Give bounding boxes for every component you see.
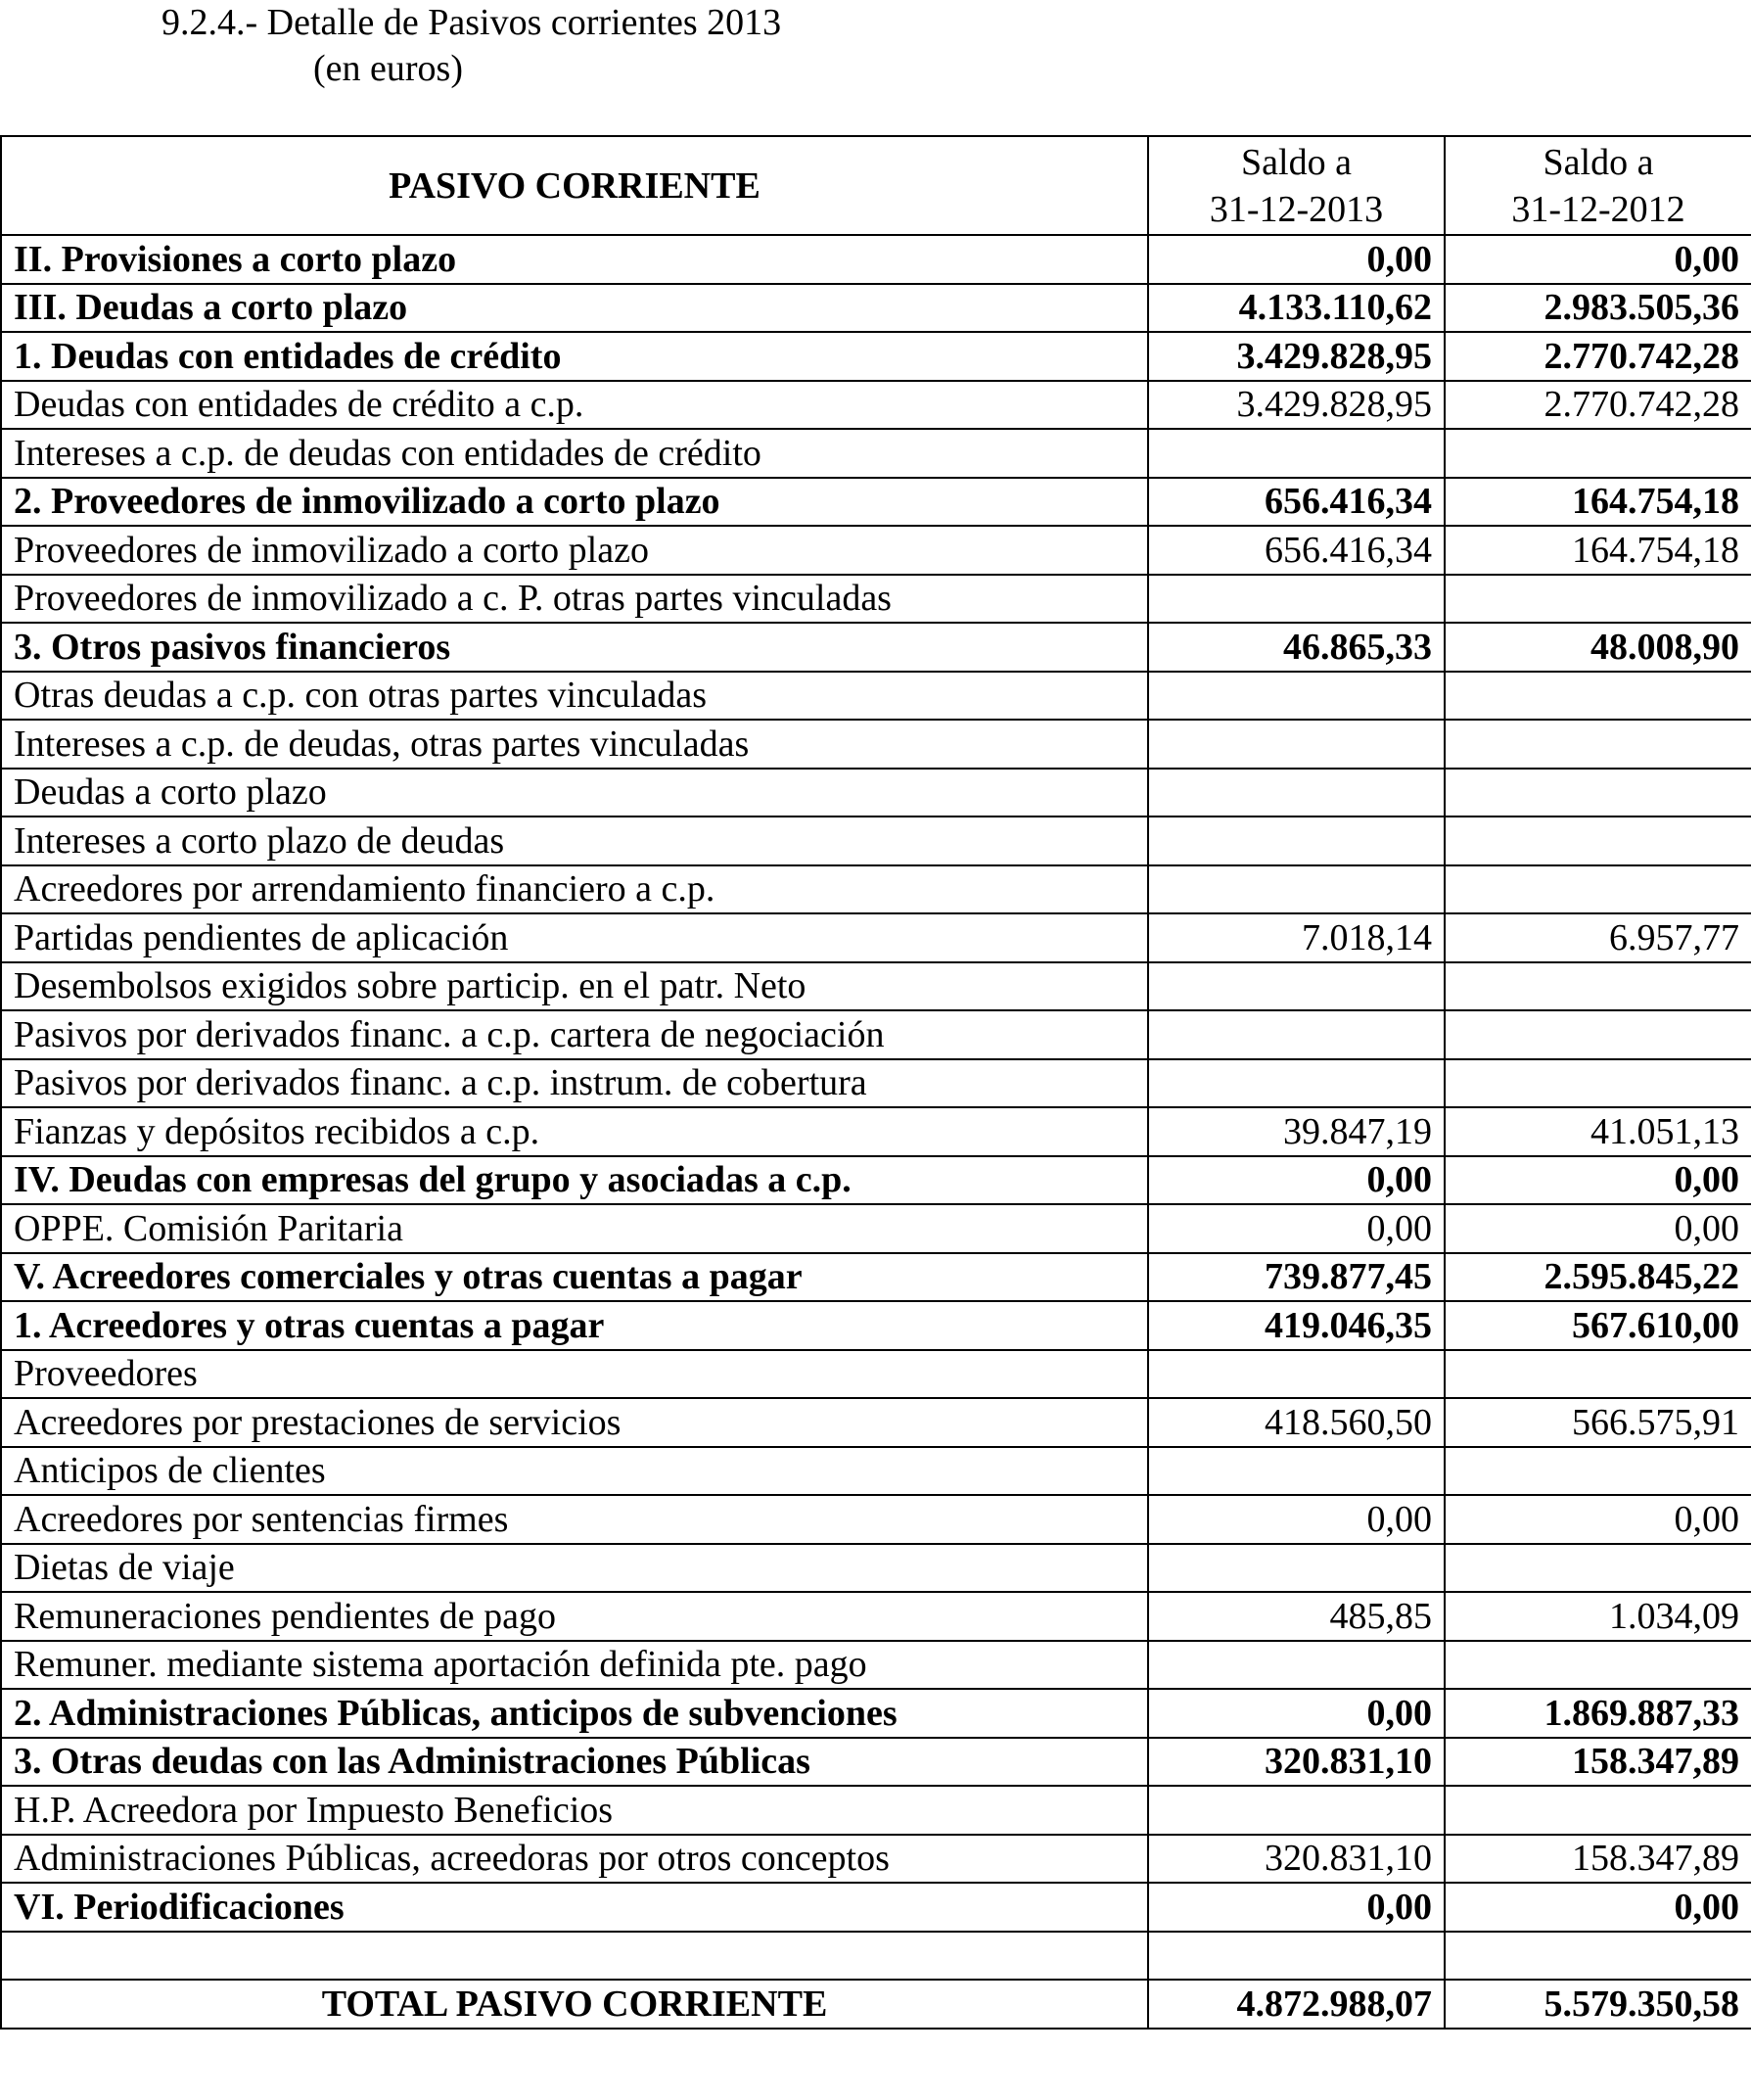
value-2012: 1.034,09: [1445, 1592, 1751, 1641]
table-row: [1, 1883, 1751, 1932]
value-2012: 2.770.742,28: [1445, 332, 1751, 381]
row-label: Deudas con entidades de crédito a c.p.: [1, 381, 1148, 430]
value-2012: 41.051,13: [1445, 1107, 1751, 1156]
value-2012: [1445, 1010, 1751, 1059]
value-2013: [1148, 769, 1445, 817]
row-label: 2. Proveedores de inmovilizado a corto plazo: [1, 478, 1148, 527]
value-2012: 2.595.845,22: [1445, 1253, 1751, 1302]
value-2013: 39.847,19: [1148, 1107, 1445, 1156]
value-2012: 0,00: [1445, 1883, 1751, 1932]
row-label: III. Deudas a corto plazo: [1, 284, 1148, 333]
value-2013: 0,00: [1148, 1495, 1445, 1544]
total-row: [1, 1980, 1751, 2029]
value-2012: [1445, 962, 1751, 1011]
value-2012: 566.575,91: [1445, 1398, 1751, 1447]
value-2012: [1445, 1786, 1751, 1835]
value-2012: [1445, 1932, 1751, 1981]
table-row: [1, 332, 1751, 381]
value-2013: [1148, 1447, 1445, 1496]
value-2012: [1445, 865, 1751, 914]
value-2013: 0,00: [1148, 1689, 1445, 1738]
table-header-row: [1, 136, 1751, 235]
row-label: Acreedores por arrendamiento financiero a c.p.: [1, 865, 1148, 914]
row-label: Pasivos por derivados financ. a c.p. cartera de negociación: [1, 1010, 1148, 1059]
row-label: Proveedores de inmovilizado a c. P. otras partes vinculadas: [1, 575, 1148, 624]
column-header-2012-line2: 31-12-2012: [1511, 188, 1685, 230]
row-label: Fianzas y depósitos recibidos a c.p.: [1, 1107, 1148, 1156]
column-header-concept: PASIVO CORRIENTE: [1, 136, 1148, 235]
value-2013: 46.865,33: [1148, 623, 1445, 672]
value-2013: [1148, 962, 1445, 1011]
value-2012: [1445, 1447, 1751, 1496]
value-2012: 0,00: [1445, 235, 1751, 284]
value-2013: 0,00: [1148, 1204, 1445, 1253]
column-header-2013: [1148, 136, 1445, 235]
row-label: Dietas de viaje: [1, 1544, 1148, 1593]
value-2013: 4.872.988,07: [1148, 1980, 1445, 2029]
row-label: 2. Administraciones Públicas, anticipos de subvenciones: [1, 1689, 1148, 1738]
value-2013: [1148, 429, 1445, 478]
table-row: [1, 1641, 1751, 1690]
table-row: [1, 1592, 1751, 1641]
value-2013: 0,00: [1148, 1156, 1445, 1205]
table-row: [1, 235, 1751, 284]
table-row: [1, 1059, 1751, 1108]
row-label: Proveedores: [1, 1350, 1148, 1399]
row-label: Administraciones Públicas, acreedoras por otros conceptos: [1, 1835, 1148, 1884]
row-label: OPPE. Comisión Paritaria: [1, 1204, 1148, 1253]
table-row: [1, 1447, 1751, 1496]
table-row: [1, 284, 1751, 333]
row-label: Intereses a corto plazo de deudas: [1, 817, 1148, 865]
table-row: [1, 381, 1751, 430]
report-title: 9.2.4.- Detalle de Pasivos corrientes 2013: [161, 2, 782, 43]
table-row: [1, 1156, 1751, 1205]
row-label: 3. Otros pasivos financieros: [1, 623, 1148, 672]
value-2012: 0,00: [1445, 1204, 1751, 1253]
value-2012: 2.770.742,28: [1445, 381, 1751, 430]
table-row: [1, 1932, 1751, 1981]
row-label: Proveedores de inmovilizado a corto plazo: [1, 526, 1148, 575]
table-row: [1, 1495, 1751, 1544]
table-row: [1, 1204, 1751, 1253]
value-2013: 418.560,50: [1148, 1398, 1445, 1447]
value-2013: 419.046,35: [1148, 1301, 1445, 1350]
value-2012: [1445, 1059, 1751, 1108]
table-row: [1, 429, 1751, 478]
value-2013: [1148, 1544, 1445, 1593]
value-2012: [1445, 769, 1751, 817]
value-2012: [1445, 1641, 1751, 1690]
table-row: [1, 913, 1751, 962]
row-label: Pasivos por derivados financ. a c.p. instrum. de cobertura: [1, 1059, 1148, 1108]
value-2013: 3.429.828,95: [1148, 381, 1445, 430]
row-label: [1, 1932, 1148, 1981]
table-row: [1, 1544, 1751, 1593]
column-header-2012-line1: Saldo a: [1543, 141, 1654, 183]
value-2013: 4.133.110,62: [1148, 284, 1445, 333]
row-label: Deudas a corto plazo: [1, 769, 1148, 817]
table-row: [1, 1786, 1751, 1835]
report-heading: [161, 0, 781, 92]
row-label: Acreedores por sentencias firmes: [1, 1495, 1148, 1544]
value-2012: [1445, 672, 1751, 721]
value-2012: 164.754,18: [1445, 478, 1751, 527]
table-row: [1, 623, 1751, 672]
table-row: [1, 962, 1751, 1011]
column-header-2013-line2: 31-12-2013: [1209, 188, 1384, 230]
value-2013: [1148, 1641, 1445, 1690]
liabilities-table: [0, 135, 1751, 2030]
row-label: VI. Periodificaciones: [1, 1883, 1148, 1932]
table-row: [1, 1301, 1751, 1350]
row-label: Otras deudas a c.p. con otras partes vinculadas: [1, 672, 1148, 721]
row-label: Anticipos de clientes: [1, 1447, 1148, 1496]
value-2013: [1148, 672, 1445, 721]
row-label: Desembolsos exigidos sobre particip. en el patr. Neto: [1, 962, 1148, 1011]
table-row: [1, 769, 1751, 817]
value-2013: 0,00: [1148, 1883, 1445, 1932]
row-label: 1. Acreedores y otras cuentas a pagar: [1, 1301, 1148, 1350]
value-2012: [1445, 817, 1751, 865]
value-2012: 6.957,77: [1445, 913, 1751, 962]
row-label: II. Provisiones a corto plazo: [1, 235, 1148, 284]
row-label: Intereses a c.p. de deudas, otras partes vinculadas: [1, 720, 1148, 769]
row-label: Intereses a c.p. de deudas con entidades de crédito: [1, 429, 1148, 478]
table-row: [1, 1010, 1751, 1059]
value-2012: 567.610,00: [1445, 1301, 1751, 1350]
table-row: [1, 1253, 1751, 1302]
value-2013: 739.877,45: [1148, 1253, 1445, 1302]
column-header-2012: [1445, 136, 1751, 235]
value-2012: 5.579.350,58: [1445, 1980, 1751, 2029]
value-2013: 0,00: [1148, 235, 1445, 284]
value-2012: [1445, 720, 1751, 769]
table-row: [1, 1107, 1751, 1156]
row-label: H.P. Acreedora por Impuesto Beneficios: [1, 1786, 1148, 1835]
value-2012: 1.869.887,33: [1445, 1689, 1751, 1738]
value-2013: 656.416,34: [1148, 526, 1445, 575]
value-2012: 48.008,90: [1445, 623, 1751, 672]
value-2013: 485,85: [1148, 1592, 1445, 1641]
value-2013: [1148, 1010, 1445, 1059]
value-2013: 320.831,10: [1148, 1835, 1445, 1884]
value-2013: [1148, 1932, 1445, 1981]
value-2012: [1445, 1544, 1751, 1593]
value-2012: [1445, 429, 1751, 478]
table-row: [1, 1738, 1751, 1787]
value-2013: [1148, 817, 1445, 865]
table-row: [1, 672, 1751, 721]
table-row: [1, 478, 1751, 527]
value-2012: [1445, 1350, 1751, 1399]
value-2012: 158.347,89: [1445, 1835, 1751, 1884]
table-row: [1, 526, 1751, 575]
row-label: Remuner. mediante sistema aportación definida pte. pago: [1, 1641, 1148, 1690]
value-2012: 2.983.505,36: [1445, 284, 1751, 333]
value-2012: 0,00: [1445, 1156, 1751, 1205]
table-row: [1, 720, 1751, 769]
row-label: Remuneraciones pendientes de pago: [1, 1592, 1148, 1641]
value-2013: 3.429.828,95: [1148, 332, 1445, 381]
value-2013: [1148, 865, 1445, 914]
row-label: V. Acreedores comerciales y otras cuentas a pagar: [1, 1253, 1148, 1302]
row-label: IV. Deudas con empresas del grupo y asociadas a c.p.: [1, 1156, 1148, 1205]
value-2013: [1148, 575, 1445, 624]
value-2013: 656.416,34: [1148, 478, 1445, 527]
table-row: [1, 1689, 1751, 1738]
value-2013: 7.018,14: [1148, 913, 1445, 962]
value-2013: [1148, 1350, 1445, 1399]
table-row: [1, 817, 1751, 865]
table-row: [1, 1350, 1751, 1399]
row-label: 1. Deudas con entidades de crédito: [1, 332, 1148, 381]
table-row: [1, 865, 1751, 914]
value-2012: 164.754,18: [1445, 526, 1751, 575]
row-label: Acreedores por prestaciones de servicios: [1, 1398, 1148, 1447]
row-label: Partidas pendientes de aplicación: [1, 913, 1148, 962]
row-label: 3. Otras deudas con las Administraciones Públicas: [1, 1738, 1148, 1787]
table-row: [1, 1398, 1751, 1447]
value-2013: [1148, 720, 1445, 769]
value-2013: 320.831,10: [1148, 1738, 1445, 1787]
report-subtitle: (en euros): [313, 48, 463, 89]
value-2012: [1445, 575, 1751, 624]
value-2012: 0,00: [1445, 1495, 1751, 1544]
value-2013: [1148, 1786, 1445, 1835]
row-label: TOTAL PASIVO CORRIENTE: [1, 1980, 1148, 2029]
value-2012: 158.347,89: [1445, 1738, 1751, 1787]
table-row: [1, 1835, 1751, 1884]
table-row: [1, 575, 1751, 624]
value-2013: [1148, 1059, 1445, 1108]
column-header-2013-line1: Saldo a: [1241, 141, 1352, 183]
